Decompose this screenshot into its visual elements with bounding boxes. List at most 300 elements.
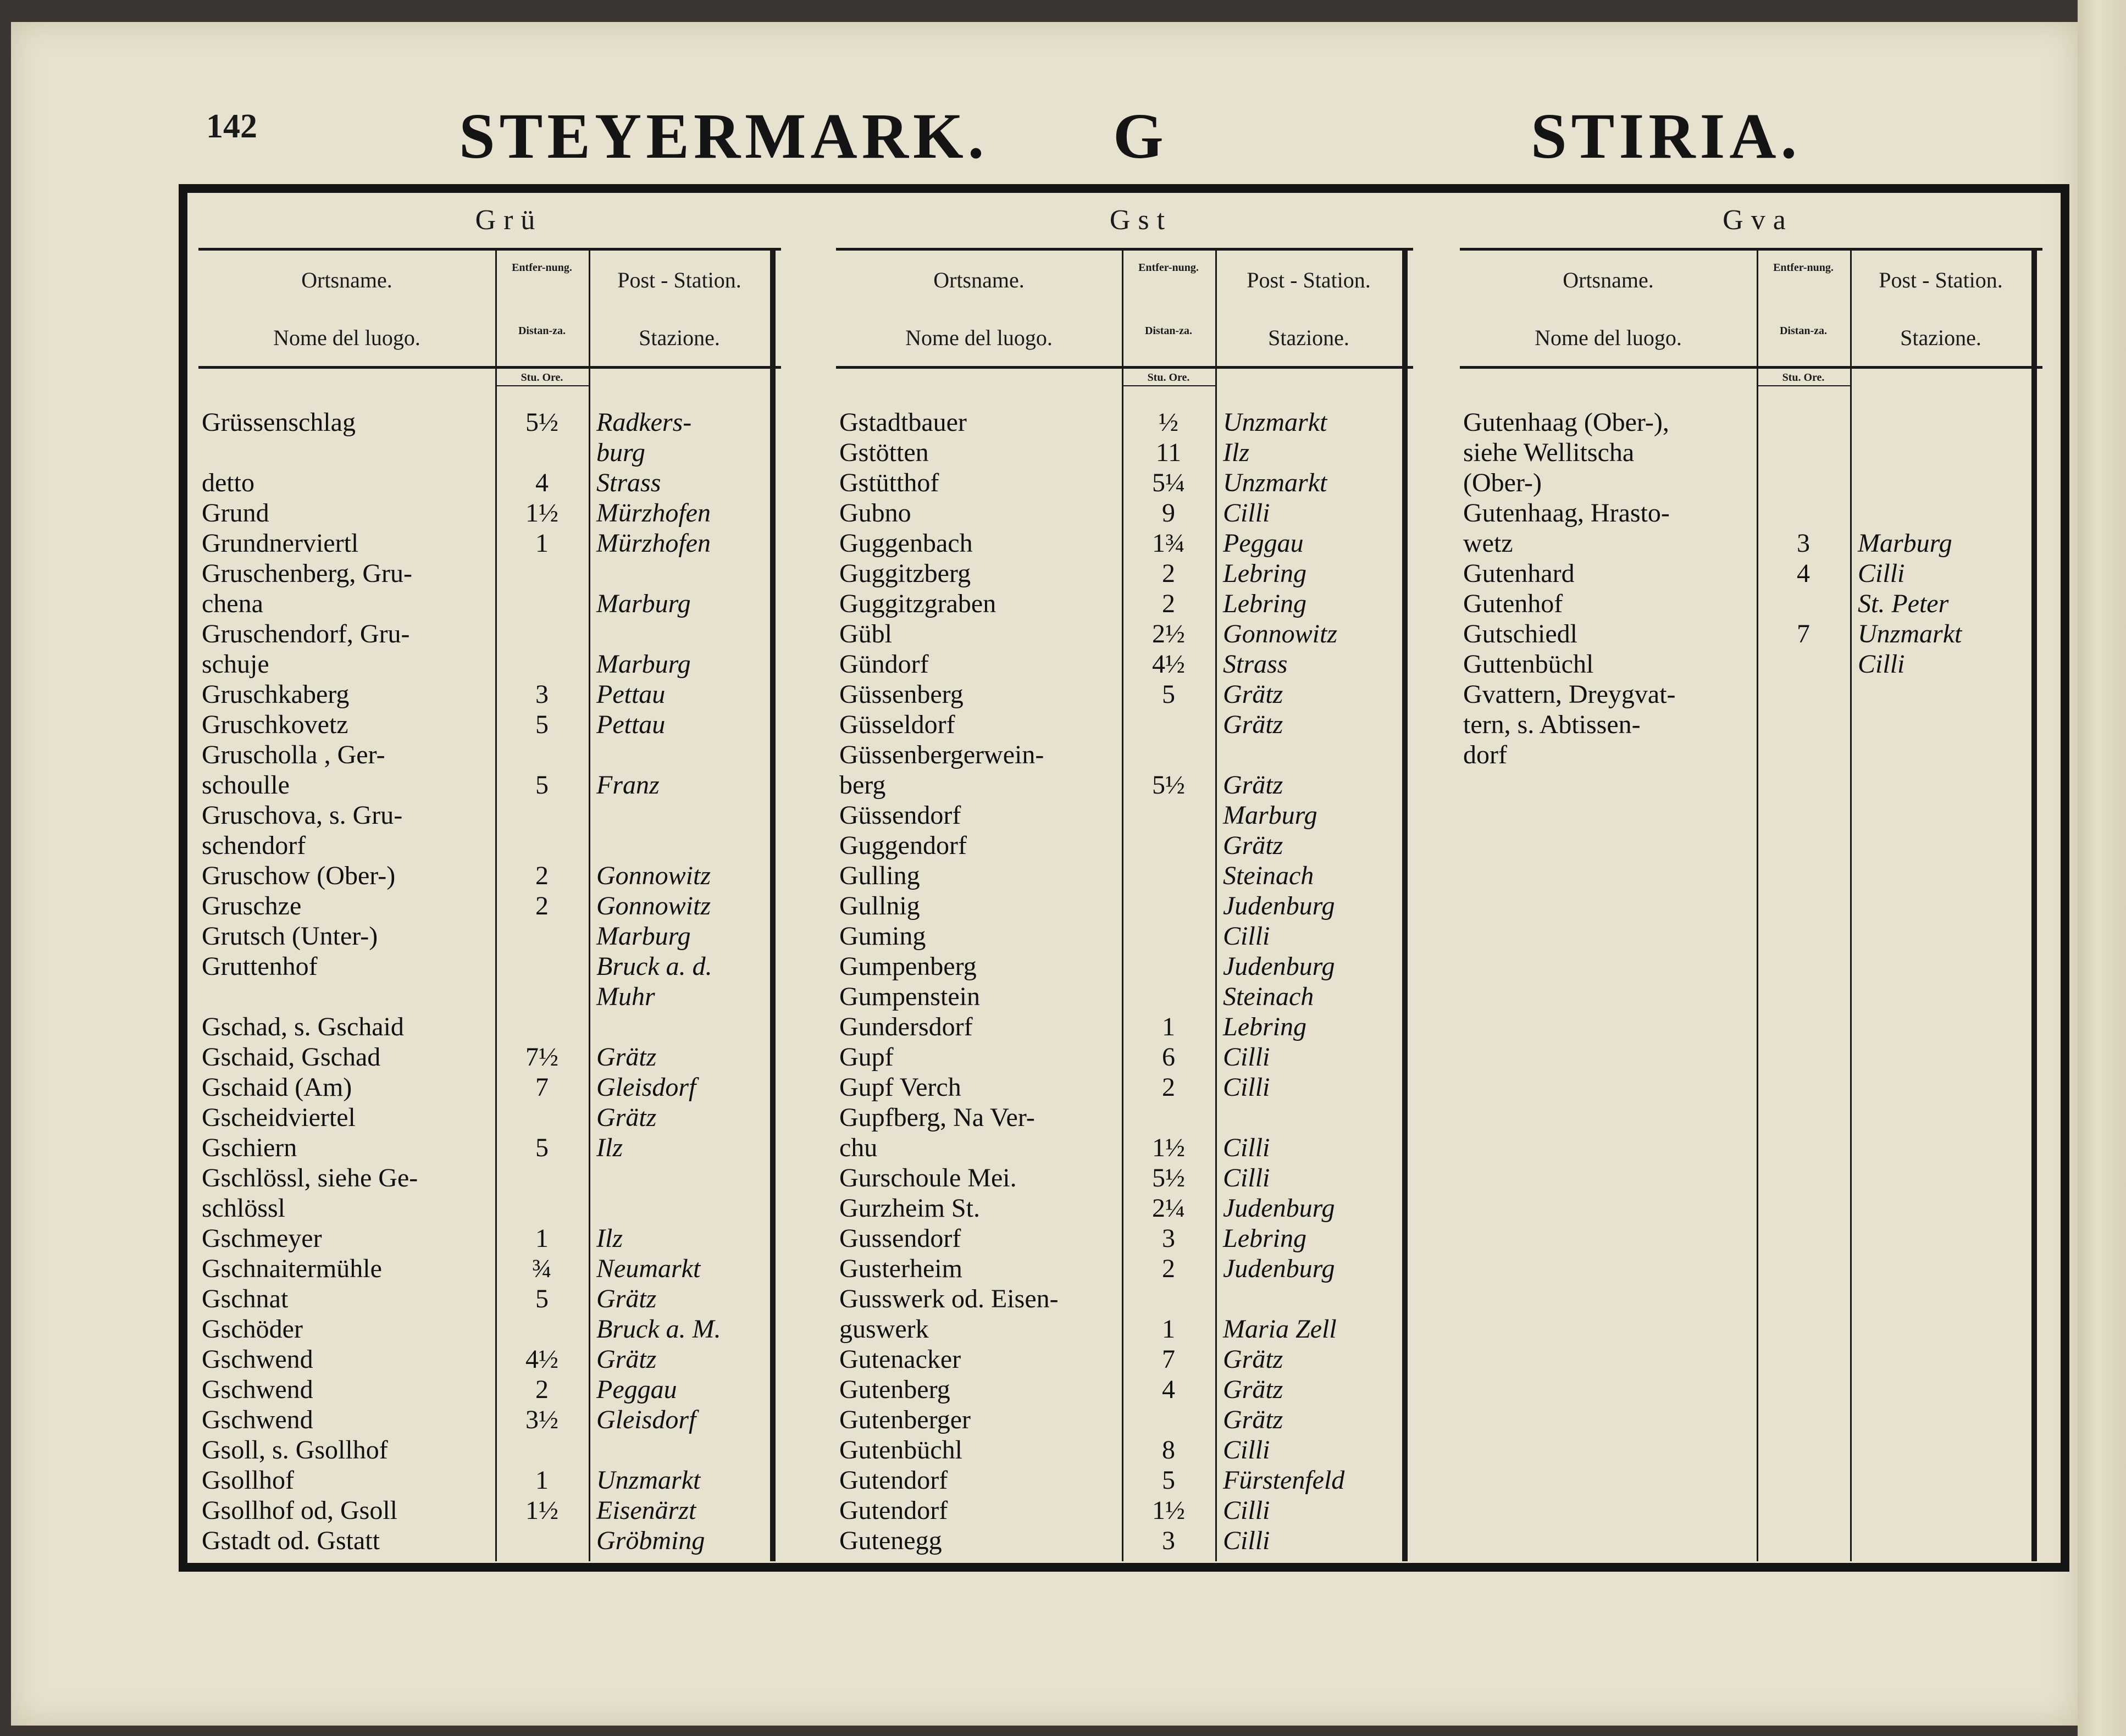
distance-value: 2¼ <box>1152 1194 1185 1223</box>
place-name: wetz <box>1463 529 1513 558</box>
table-row <box>1460 437 2056 468</box>
table-row <box>836 981 1446 1012</box>
distance-value: 7 <box>1162 1345 1175 1374</box>
post-station: Judenburg <box>1223 1194 1335 1223</box>
table-row <box>836 800 1446 830</box>
table-row <box>836 498 1446 528</box>
table-row <box>198 709 820 740</box>
table-row <box>836 1072 1446 1102</box>
table-row <box>836 1193 1446 1223</box>
table-row <box>836 951 1446 981</box>
place-name: Gstadt od. Gstatt <box>202 1526 380 1555</box>
section-gva <box>1460 204 2056 1561</box>
post-station: Grätz <box>1223 680 1283 709</box>
table-row <box>198 528 820 558</box>
post-station: St. Peter <box>1858 589 1949 618</box>
place-name: Gschwend <box>202 1405 313 1434</box>
table-row <box>836 770 1446 800</box>
distance-value: 4 <box>1797 559 1810 588</box>
post-station: Steinach <box>1223 982 1314 1011</box>
distance-value: 2 <box>1162 559 1175 588</box>
place-name: Gruschendorf, Gru- <box>202 619 410 648</box>
header-name-german: Ortsname. <box>1563 268 1654 292</box>
place-name: Gschöder <box>202 1315 303 1344</box>
place-name: Gurzheim St. <box>839 1194 980 1223</box>
post-station: Judenburg <box>1223 952 1335 981</box>
table-row <box>836 921 1446 951</box>
post-station: Grätz <box>1223 1375 1283 1404</box>
distance-value: 7 <box>535 1073 549 1102</box>
distance-value: 5½ <box>1152 770 1185 800</box>
place-name: (Ober-) <box>1463 468 1542 497</box>
book-page <box>11 22 2078 1726</box>
table-row <box>1460 589 2056 619</box>
place-name: Gruscholla , Ger- <box>202 740 385 769</box>
table-row <box>1460 498 2056 528</box>
header-rule-top <box>198 248 781 251</box>
place-name: Gusterheim <box>839 1254 962 1283</box>
distance-value: 1 <box>1162 1012 1175 1041</box>
post-station: Grätz <box>1223 1405 1283 1434</box>
post-station: Marburg <box>596 589 691 618</box>
table-row <box>198 891 820 921</box>
table-row <box>198 1163 820 1193</box>
place-name: Gschwend <box>202 1375 313 1404</box>
header-rule-bottom <box>198 366 781 369</box>
post-station: Ilz <box>596 1224 623 1253</box>
post-station: Grätz <box>1223 770 1283 800</box>
distance-value: 1 <box>535 1224 549 1253</box>
distance-value: 5 <box>535 1284 549 1313</box>
distance-value: 4½ <box>525 1345 558 1374</box>
table-row <box>198 921 820 951</box>
header-rule-top <box>836 248 1413 251</box>
table-row <box>198 740 820 770</box>
table-row <box>198 1374 820 1405</box>
place-name: Gutenbüchl <box>839 1435 962 1465</box>
page-gutter <box>2078 0 2126 1736</box>
post-station: Grätz <box>596 1284 657 1313</box>
place-name: guswerk <box>839 1315 929 1344</box>
distance-value: 5¼ <box>1152 468 1185 497</box>
place-name: Gschnaitermühle <box>202 1254 382 1283</box>
table-row <box>1460 468 2056 498</box>
table-row <box>1460 709 2056 740</box>
table-row <box>836 709 1446 740</box>
header-dist-italian: Distan-za. <box>518 325 566 337</box>
post-station: Unzmarkt <box>1223 468 1327 497</box>
post-station: Strass <box>1223 650 1288 679</box>
table-row <box>836 1465 1446 1495</box>
post-station: Maria Zell <box>1223 1315 1337 1344</box>
table-row <box>1460 679 2056 709</box>
table-row <box>836 1435 1446 1465</box>
post-station: Gröbming <box>596 1526 705 1555</box>
table-row <box>198 1314 820 1344</box>
distance-value: 5½ <box>525 408 558 437</box>
distance-value: 2 <box>535 1375 549 1404</box>
place-name: Gsoll, s. Gsollhof <box>202 1435 388 1465</box>
header-station-italian: Stazione. <box>1268 325 1349 350</box>
distance-value: 5 <box>535 770 549 800</box>
section-title: Gva <box>1723 204 1793 236</box>
table-row <box>836 1526 1446 1556</box>
table-row <box>836 1102 1446 1133</box>
table-row <box>836 1314 1446 1344</box>
place-name: tern, s. Abtissen- <box>1463 710 1641 739</box>
distance-value: 9 <box>1162 498 1175 528</box>
table-row <box>1460 528 2056 558</box>
table-row <box>198 1405 820 1435</box>
post-station: Strass <box>596 468 661 497</box>
place-name: Grund <box>202 498 269 528</box>
place-name: Gscheidviertel <box>202 1103 356 1132</box>
distance-value: 4½ <box>1152 650 1185 679</box>
distance-value: 7½ <box>525 1042 558 1072</box>
header-name-german: Ortsname. <box>301 268 392 292</box>
place-name: Gstötten <box>839 438 929 467</box>
place-name: Gruschkovetz <box>202 710 348 739</box>
place-name: schoulle <box>202 770 290 800</box>
post-station: Marburg <box>1858 529 1952 558</box>
post-station: Cilli <box>1223 1133 1270 1162</box>
place-name: Gschlössl, siehe Ge- <box>202 1163 418 1193</box>
header-station-german: Post - Station. <box>1247 268 1371 292</box>
place-name: Gsollhof <box>202 1466 294 1495</box>
distance-value: 11 <box>1155 438 1182 467</box>
table-row <box>836 740 1446 770</box>
table-row <box>836 1344 1446 1374</box>
distance-value: 6 <box>1162 1042 1175 1072</box>
table-row <box>198 951 820 981</box>
table-row <box>198 1284 820 1314</box>
distance-value: 5 <box>1162 680 1175 709</box>
place-name: schlössl <box>202 1194 286 1223</box>
header-dist-italian: Distan-za. <box>1144 325 1193 337</box>
post-station: Grätz <box>596 1345 657 1374</box>
distance-value: 1½ <box>1152 1133 1185 1162</box>
table-row <box>836 437 1446 468</box>
table-row <box>836 1405 1446 1435</box>
distance-value: ¾ <box>532 1254 552 1283</box>
place-name: Güssenbergerwein- <box>839 740 1044 769</box>
place-name: Gundersdorf <box>839 1012 973 1041</box>
table-row <box>836 1163 1446 1193</box>
place-name: Gulling <box>839 861 920 890</box>
post-station: Judenburg <box>1223 1254 1335 1283</box>
place-name: Guggitzberg <box>839 559 971 588</box>
post-station: Cilli <box>1223 922 1270 951</box>
place-name: schuje <box>202 650 269 679</box>
place-name: Gussendorf <box>839 1224 961 1253</box>
post-station: Cilli <box>1223 1163 1270 1193</box>
table-row <box>198 770 820 800</box>
distance-value: 2 <box>1162 1254 1175 1283</box>
post-station: Pettau <box>596 710 666 739</box>
post-station: Bruck a. M. <box>596 1315 721 1344</box>
header-station-german: Post - Station. <box>617 268 741 292</box>
distance-value: 3 <box>1797 529 1810 558</box>
distance-value: 3 <box>535 680 549 709</box>
distance-value: 7 <box>1797 619 1810 648</box>
place-name: Gsollhof od, Gsoll <box>202 1496 398 1525</box>
place-name: Gutenberger <box>839 1405 971 1434</box>
distance-value: 1 <box>535 529 549 558</box>
post-station: Judenburg <box>1223 891 1335 920</box>
place-name: Guggendorf <box>839 831 967 860</box>
distance-value: 5 <box>535 1133 549 1162</box>
place-name: Gutenberg <box>839 1375 950 1404</box>
post-station: Cilli <box>1223 1073 1270 1102</box>
distance-value: 1½ <box>1152 1496 1185 1525</box>
table-row <box>836 619 1446 649</box>
post-station: Grätz <box>596 1103 657 1132</box>
place-name: Gschmeyer <box>202 1224 322 1253</box>
distance-value: 1½ <box>525 1496 558 1525</box>
place-name: Gurschoule Mei. <box>839 1163 1017 1193</box>
table-row <box>198 1526 820 1556</box>
table-row <box>198 468 820 498</box>
post-station: Grätz <box>1223 1345 1283 1374</box>
post-station: Ilz <box>1223 438 1249 467</box>
post-station: Fürstenfeld <box>1223 1466 1345 1495</box>
post-station: Gonnowitz <box>596 891 711 920</box>
table-row <box>836 649 1446 679</box>
place-name: siehe Wellitscha <box>1463 438 1635 467</box>
table-row <box>1460 619 2056 649</box>
header-rule-bottom <box>1460 366 2042 369</box>
post-station: Gleisdorf <box>596 1405 696 1434</box>
place-name: Gschnat <box>202 1284 289 1313</box>
header-station-italian: Stazione. <box>1900 325 1981 350</box>
post-station: Gonnowitz <box>1223 619 1338 648</box>
post-station: Cilli <box>1858 650 1905 679</box>
post-station: Cilli <box>1223 1042 1270 1072</box>
header-station-italian: Stazione. <box>639 325 720 350</box>
title-german: STEYERMARK. <box>459 100 989 172</box>
distance-value: 4 <box>1162 1375 1175 1404</box>
place-name: Güsseldorf <box>839 710 955 739</box>
distance-value: 5 <box>1162 1466 1175 1495</box>
post-station: Cilli <box>1223 1496 1270 1525</box>
post-station: Franz <box>596 770 660 800</box>
table-row <box>836 1042 1446 1072</box>
place-name: Gutenhof <box>1463 589 1563 618</box>
place-name: Gruttenhof <box>202 952 318 981</box>
post-station: Gonnowitz <box>596 861 711 890</box>
table-row <box>198 619 820 649</box>
distance-value: 1 <box>1162 1315 1175 1344</box>
distance-value: 5½ <box>1152 1163 1185 1193</box>
place-name: Gschwend <box>202 1345 313 1374</box>
table-row <box>836 1254 1446 1284</box>
table-row <box>836 1012 1446 1042</box>
distance-value: ½ <box>1159 408 1178 437</box>
post-station: Lebring <box>1223 559 1307 588</box>
table-row <box>198 1254 820 1284</box>
post-station: Neumarkt <box>596 1254 701 1283</box>
table-row <box>836 679 1446 709</box>
post-station: Lebring <box>1223 1012 1307 1041</box>
distance-value: 2 <box>1162 589 1175 618</box>
table-row <box>836 468 1446 498</box>
post-station: Unzmarkt <box>1858 619 1962 648</box>
place-name: Gschaid (Am) <box>202 1073 352 1102</box>
table-row <box>198 1133 820 1163</box>
header-dist-italian: Distan-za. <box>1779 325 1828 337</box>
distance-value: 2 <box>535 891 549 920</box>
place-name: Gutenhaag (Ober-), <box>1463 408 1669 437</box>
distance-value: 8 <box>1162 1435 1175 1465</box>
place-name: Gruschova, s. Gru- <box>202 801 403 830</box>
table-row <box>198 1072 820 1102</box>
table-row <box>836 558 1446 589</box>
place-name: Gupf <box>839 1042 894 1072</box>
table-row <box>1460 558 2056 589</box>
place-name: Grutsch (Unter-) <box>202 922 378 951</box>
place-name: Gubno <box>839 498 911 528</box>
header-dist-german: Entfer-nung. <box>1773 262 1834 274</box>
place-name: Gschiern <box>202 1133 297 1162</box>
post-station: Marburg <box>596 650 691 679</box>
header-name-german: Ortsname. <box>933 268 1025 292</box>
post-station: Lebring <box>1223 589 1307 618</box>
place-name: chena <box>202 589 263 618</box>
place-name: detto <box>202 468 254 497</box>
table-row <box>836 1284 1446 1314</box>
place-name: Gruschkaberg <box>202 680 350 709</box>
unit-label: Stu. Ore. <box>1782 371 1825 384</box>
post-station: Mürzhofen <box>596 498 711 528</box>
place-name: Gvattern, Dreygvat- <box>1463 680 1676 709</box>
table-row <box>836 407 1446 437</box>
header-dist-german: Entfer-nung. <box>512 262 572 274</box>
table-row <box>198 589 820 619</box>
section-title: Gst <box>1109 204 1173 236</box>
table-row <box>198 800 820 830</box>
place-name: Gruschow (Ober-) <box>202 861 396 890</box>
table-row <box>198 1435 820 1465</box>
table-row <box>198 1193 820 1223</box>
table-row <box>198 1344 820 1374</box>
place-name: Guggenbach <box>839 529 973 558</box>
place-name: Gutenacker <box>839 1345 961 1374</box>
place-name: Güssendorf <box>839 801 961 830</box>
post-station: Lebring <box>1223 1224 1307 1253</box>
header-rule-top <box>1460 248 2042 251</box>
place-name: Gutendorf <box>839 1466 948 1495</box>
table-row <box>836 1223 1446 1254</box>
place-name: Grüssenschlag <box>202 408 356 437</box>
post-station: Cilli <box>1223 1435 1270 1465</box>
table-row <box>198 679 820 709</box>
header-dist-german: Entfer-nung. <box>1138 262 1199 274</box>
place-name: Gutenhaag, Hrasto- <box>1463 498 1670 528</box>
post-station: burg <box>596 438 645 467</box>
place-name: Gschaid, Gschad <box>202 1042 381 1072</box>
distance-value: 1½ <box>525 498 558 528</box>
place-name: Güssenberg <box>839 680 964 709</box>
table-row <box>198 498 820 528</box>
post-station: Cilli <box>1223 498 1270 528</box>
distance-value: 3 <box>1162 1526 1175 1555</box>
table-row <box>198 1495 820 1526</box>
distance-value: 5 <box>535 710 549 739</box>
table-row <box>1460 407 2056 437</box>
place-name: Grundnerviertl <box>202 529 359 558</box>
table-row <box>198 649 820 679</box>
table-row <box>836 861 1446 891</box>
post-station: Marburg <box>1223 801 1317 830</box>
post-station: Unzmarkt <box>1223 408 1327 437</box>
post-station: Muhr <box>596 982 655 1011</box>
place-name: berg <box>839 770 886 800</box>
post-station: Mürzhofen <box>596 529 711 558</box>
post-station: Peggau <box>1223 529 1304 558</box>
table-row <box>1460 740 2056 770</box>
table-row <box>198 830 820 861</box>
unit-rule <box>495 385 589 386</box>
post-station: Peggau <box>596 1375 677 1404</box>
unit-rule <box>1122 385 1215 386</box>
place-name: Gumpenstein <box>839 982 980 1011</box>
place-name: Gutendorf <box>839 1496 948 1525</box>
table-row <box>836 1495 1446 1526</box>
place-name: Gumpenberg <box>839 952 977 981</box>
unit-label: Stu. Ore. <box>521 371 563 384</box>
distance-value: 4 <box>535 468 549 497</box>
table-row <box>836 1374 1446 1405</box>
place-name: Gübl <box>839 619 892 648</box>
post-station: Cilli <box>1223 1526 1270 1555</box>
table-row <box>1460 649 2056 679</box>
place-name: Gstütthof <box>839 468 939 497</box>
table-row <box>836 891 1446 921</box>
unit-label: Stu. Ore. <box>1147 371 1190 384</box>
table-row <box>198 1042 820 1072</box>
place-name: Guttenbüchl <box>1463 650 1594 679</box>
distance-value: 2 <box>535 861 549 890</box>
table-row <box>198 437 820 468</box>
post-station: Grätz <box>1223 831 1283 860</box>
table-row <box>198 558 820 589</box>
post-station: Steinach <box>1223 861 1314 890</box>
table-row <box>198 981 820 1012</box>
post-station: Bruck a. d. <box>596 952 712 981</box>
unit-rule <box>1757 385 1850 386</box>
distance-value: 1¾ <box>1152 529 1185 558</box>
table-row <box>836 830 1446 861</box>
post-station: Eisenärzt <box>596 1496 696 1525</box>
place-name: Gutschiedl <box>1463 619 1577 648</box>
post-station: Pettau <box>596 680 666 709</box>
post-station: Cilli <box>1858 559 1905 588</box>
place-name: Gstadtbauer <box>839 408 967 437</box>
distance-value: 2½ <box>1152 619 1185 648</box>
table-row <box>836 589 1446 619</box>
post-station: Radkers- <box>596 408 692 437</box>
header-name-italian: Nome del luogo. <box>905 325 1053 350</box>
table-row <box>198 407 820 437</box>
page-number: 142 <box>206 108 257 145</box>
table-row <box>836 528 1446 558</box>
distance-value: 3 <box>1162 1224 1175 1253</box>
header-rule-bottom <box>836 366 1413 369</box>
post-station: Grätz <box>596 1042 657 1072</box>
place-name: Guggitzgraben <box>839 589 996 618</box>
post-station: Gleisdorf <box>596 1073 696 1102</box>
table-row <box>198 1223 820 1254</box>
